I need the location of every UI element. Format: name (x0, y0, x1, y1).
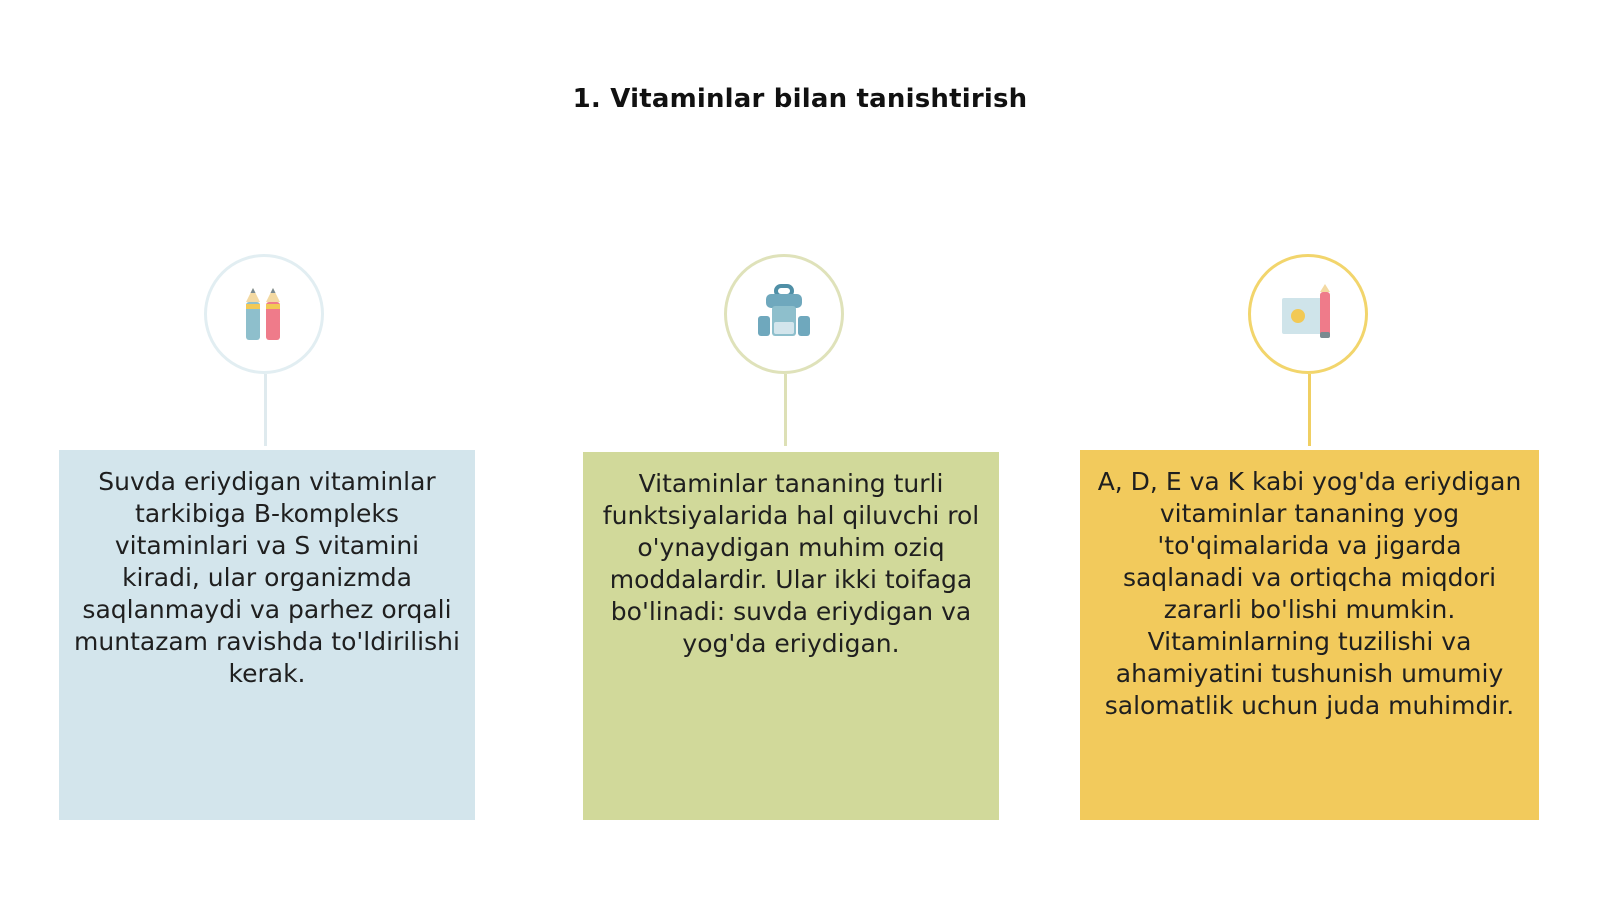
connector-line-2 (784, 374, 787, 446)
page-title: 1. Vitaminlar bilan tanishtirish (572, 84, 1028, 114)
icon-circle-1 (204, 254, 324, 374)
connector-line-3 (1308, 374, 1311, 446)
info-card-yellow (1080, 450, 1539, 820)
info-card-green (583, 452, 999, 820)
backpack-icon (752, 282, 816, 346)
card-text-1: Suvda eriydigan vitaminlar tarkibiga B-kompleks vitaminlari va S vitamini kiradi, ular organizmda saqlanmaydi va parhez orqali muntazam ravishda to'ldirilishi kerak. (74, 467, 460, 688)
info-card-blue (59, 450, 475, 820)
icon-circle-3 (1248, 254, 1368, 374)
connector-line-1 (264, 374, 267, 446)
card-text-3: A, D, E va K kabi yog'da eriydigan vitaminlar tananing yog 'to'qimalarida va jigarda saqlanadi va ortiqcha miqdori zararli bo'lishi mumkin. Vitaminlarning tuzilishi va ahamiyatini tushunish umumiy salomatlik uchun juda muhimdir. (1097, 467, 1522, 720)
pencils-icon (232, 282, 296, 346)
icon-circle-2 (724, 254, 844, 374)
card-text-2: Vitaminlar tananing turli funktsiyalarida hal qiluvchi rol o'ynaydigan muhim oziq moddalardir. Ular ikki toifaga bo'linadi: suvda eriydigan va yog'da eriydigan. (602, 469, 980, 658)
drawing-icon (1276, 282, 1340, 346)
